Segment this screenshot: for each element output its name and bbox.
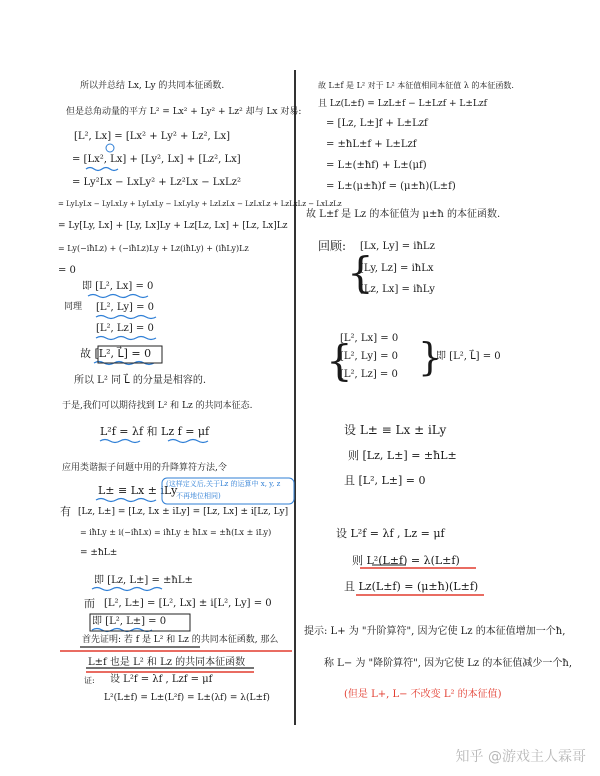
equation-line: [Lz, L±] = [Lz, Lx ± iLy] = [Lz, Lx] ± i[Lz, Ly] (78, 507, 289, 517)
blue-wavy-underline (100, 440, 140, 443)
equation-line: = 0 (58, 265, 76, 276)
blue-annotation-box (162, 478, 294, 504)
note-line: 所以 L² 同 L⃗ 的分量是相容的. (74, 375, 207, 386)
result-line: 则 [Lz, L±] = ±ħL± (348, 449, 457, 462)
result-line: 即 [Lz, L±] = ±ħL± (94, 575, 193, 586)
blue-annotation: 不再地位相同) (176, 492, 221, 500)
equation-line: = Ly[Ly, Lx] + [Ly, Lx]Ly + Lz[Lz, Lx] + [Lz, Lx]Lz (58, 221, 288, 231)
note-line: 应用类谐振子问题中用的升降算符方法,令 (62, 463, 227, 473)
note-line: 故 L±f 是 L² 对于 L² 本征值相同本征值 λ 的本征函数. (318, 81, 514, 90)
equation-line: = L±(μ±ħ)f = (μ±ħ)(L±f) (326, 181, 456, 192)
hint-line: 称 L− 为 "降阶算符", 因为它使 Lz 的本征值减少一个ħ, (324, 658, 572, 669)
commutator-line: [L², Lz] = 0 (340, 369, 398, 380)
right-brace: } (418, 335, 443, 379)
blue-wavy-underline (96, 337, 156, 340)
commutator-line: [Lz, Lx] = iħLy (360, 284, 435, 295)
equation-line: [L², L±] = [L², Lx] ± i[L², Ly] = 0 (104, 598, 272, 609)
equation-line: = [Lx², Lx] + [Ly², Lx] + [Lz², Lx] (72, 154, 241, 165)
equation-line: [L², Lx] = [Lx² + Ly² + Lz², Lx] (74, 131, 231, 142)
commutator-line: [L², Ly] = 0 (340, 351, 399, 362)
result-line: [L², Lz] = 0 (96, 323, 154, 334)
review-heading: 回顾: (318, 239, 347, 253)
commutator-line: [Ly, Lz] = iħLx (360, 263, 434, 274)
result-line: 则 L²(L±f) = λ(L±f) (352, 554, 460, 567)
result-line: 即 [L², Lx] = 0 (82, 281, 154, 292)
result-line: 且 Lz(L±f) = (μ±ħ)(L±f) (344, 580, 479, 593)
blue-wavy-underline (168, 440, 208, 443)
equation-line: = Ly²Lx − LxLy² + Lz²Lx − LxLz² (72, 177, 241, 188)
note-tag: 而 (84, 597, 95, 610)
left-brace: { (347, 248, 374, 297)
equation-line: = L±(±ħf) + L±(μf) (326, 160, 427, 171)
note-tag: 同理 (64, 302, 83, 312)
equation-line: = iħLy ± i(−iħLx) = iħLy ± ħLx = ±ħ(Lx ± iLy) (80, 528, 272, 537)
equation-line: 设 L²f = λf , Lz = μf (336, 527, 445, 540)
watermark: 知乎 @游戏主人霖哥 (455, 749, 586, 765)
black-box (98, 346, 162, 363)
blue-wavy-underline (88, 295, 148, 298)
equation-line: = ±ħL± (80, 548, 118, 558)
definition-line: L± ≡ Lx ± iLy (98, 484, 178, 497)
equation-line: L²(L±f) = L±(L²f) = L±(λf) = λ(L±f) (104, 693, 270, 703)
blue-annotation: (这样定义后,关于Lz 的运算中 x, y, z (166, 480, 281, 488)
equation-line: L²f = λf 和 Lz f = μf (100, 425, 210, 438)
note-tag: 有 (60, 505, 71, 518)
blue-wavy-underline (92, 588, 162, 591)
result-line: 且 [L², L±] = 0 (344, 474, 426, 487)
hint-line: 提示: L+ 为 "升阶算符", 因为它使 Lz 的本征值增加一个ħ, (304, 626, 566, 637)
result-line: 即 [L², L⃗] = 0 (436, 351, 501, 362)
proof-statement: 首先证明: 若 f 是 L² 和 Lz 的共同本征函数, 那么 (82, 635, 279, 645)
note-line: 于是,我们可以期待找到 L² 和 Lz 的共同本征态. (62, 401, 253, 411)
commutator-line: [L², Lx] = 0 (340, 333, 399, 344)
conclusion-line: 故 L±f 是 Lz 的本征值为 μ±ħ 的本征函数. (306, 209, 501, 220)
equation-line: = [Lz, L±]f + L±Lzf (326, 118, 428, 129)
proof-statement: L±f 也是 L² 和 Lz 的共同本征函数 (88, 657, 246, 668)
result-line: [L², Ly] = 0 (96, 302, 155, 313)
left-brace: { (326, 336, 353, 385)
equation-line: = Ly(−iħLz) + (−iħLz)Ly + Lz(iħLy) + (iħLy)Lz (58, 244, 249, 253)
definition-line: 设 L± ≡ Lx ± iLy (344, 423, 447, 437)
note-tag: 证: (84, 676, 95, 685)
blue-circle-mark (106, 144, 114, 152)
result-line: 故 [L², L⃗] = 0 (80, 347, 152, 360)
equation-line: 设 L²f = λf , Lzf = μf (110, 674, 213, 685)
result-line: 即 [L², L±] = 0 (92, 616, 167, 627)
blue-wavy-underline (96, 499, 156, 502)
equation-line: = ±ħL±f + L±Lzf (326, 139, 417, 150)
commutator-line: [Lx, Ly] = iħLz (360, 241, 435, 252)
blue-wavy-underline (96, 316, 156, 319)
blue-wavy-underline (86, 168, 118, 171)
note-line: 但是总角动量的平方 L² = Lx² + Ly² + Lz² 却与 Lx 对易: (66, 107, 302, 117)
note-line: 所以并总结 Lx, Ly 的共同本征函数. (80, 81, 225, 91)
equation-line: = LyLyLx − LyLxLy + LyLxLy − LxLyLy + LzLzLx − LzLxLz + LzLxLz − LxLzLz (58, 200, 342, 208)
equation-line: 且 Lz(L±f) = LzL±f − L±Lzf + L±Lzf (318, 99, 487, 109)
red-note: (但是 L+, L− 不改变 L² 的本征值) (344, 689, 502, 700)
